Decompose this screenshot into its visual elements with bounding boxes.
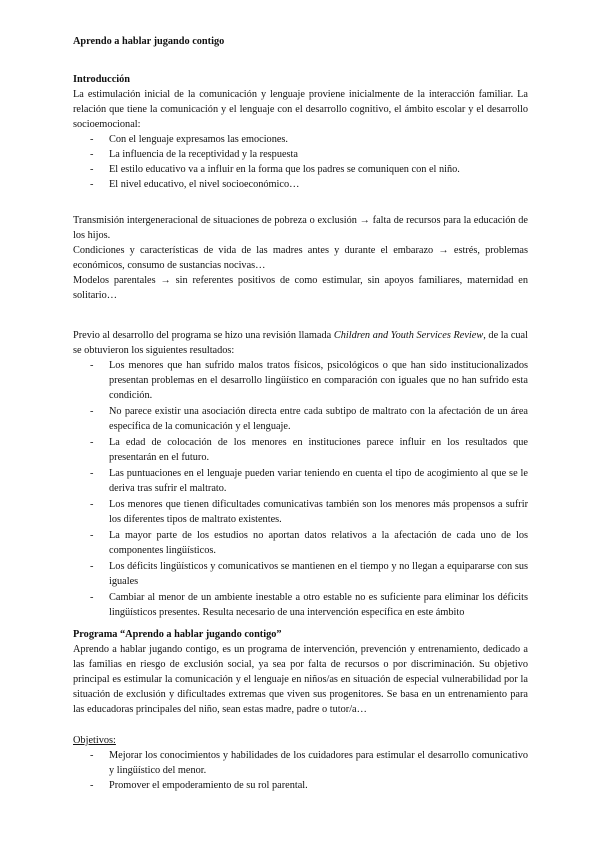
list-item: - La influencia de la receptividad y la respuesta xyxy=(90,149,298,160)
cause-line-condiciones: Condiciones y características de vida de las madres antes y durante el embarazo → estrés, problemas económicos, consumo de sustancias nocivas… xyxy=(73,245,528,271)
bullet-dash: - xyxy=(90,437,94,448)
objetivos-list xyxy=(73,748,528,793)
bullet-dash: - xyxy=(90,499,94,510)
section-heading-programa: Programa “Aprendo a hablar jugando contigo” xyxy=(73,629,282,640)
bullet-dash: - xyxy=(90,468,94,479)
list-item: - Los menores que tienen dificultades comunicativas también son los menores más propensos a sufrir los diferentes tipos de maltrato existentes. xyxy=(90,499,528,525)
results-list xyxy=(73,358,528,620)
journal-name: Children and Youth Services Review xyxy=(333,330,484,341)
document-content xyxy=(73,34,528,793)
bullet-dash: - xyxy=(90,360,94,371)
bullet-dash: - xyxy=(90,750,94,761)
bullet-dash: - xyxy=(90,179,94,190)
objetivos-heading: Objetivos: xyxy=(73,735,116,746)
list-item: - No parece existir una asociación directa entre cada subtipo de maltrato con la afectación de un área específica de la comunicación y el lenguaje. xyxy=(90,406,528,432)
list-item: - El nivel educativo, el nivel socioeconómico… xyxy=(90,179,300,190)
bullet-dash: - xyxy=(90,780,94,791)
list-item: - Cambiar al menor de un ambiente inestable a otro estable no es suficiente para eliminar los déficits lingüísticos presentes. Resulta necesario de una intervención específica en este ámbito xyxy=(90,592,528,618)
list-item: - El estilo educativo va a influir en la forma que los padres se comuniquen con el niño. xyxy=(90,164,460,175)
bullet-dash: - xyxy=(90,561,94,572)
bullet-dash: - xyxy=(90,530,94,541)
programa-paragraph: Aprendo a hablar jugando contigo, es un programa de intervención, prevención y entrenamiento, dedicado a las familias en riesgo de exclusión social, ya sea por falta de recursos o por discriminación. Su objetivo principal es estimular la comunicación y el lenguaje en niños/as en situación de especial vulnerabilidad por la situación de exclusión y dificultades extremas que viven sus progenitores. Se basa en un entrenamiento para las educadoras principales del niño, sean estas madre, padre o tutor/a… xyxy=(73,644,528,715)
previo-paragraph: Previo al desarrollo del programa se hizo una revisión llamada Children and Youth Services Review, de la cual se obtuvieron los siguientes resultados: xyxy=(73,330,528,356)
intro-paragraph: La estimulación inicial de la comunicación y lenguaje proviene inicialmente de la interacción familiar. La relación que tiene la comunicación y el lenguaje con el desarrollo cognitivo, el ámbito escolar y el desarrollo socioemocional: xyxy=(73,89,528,130)
cause-line-transmision: Transmisión intergeneracional de situaciones de pobreza o exclusión → falta de recursos para la educación de los hijos. xyxy=(73,215,528,241)
bullet-dash: - xyxy=(90,592,94,603)
list-item: - Mejorar los conocimientos y habilidades de los cuidadores para estimular el desarrollo comunicativo y lingüístico del menor. xyxy=(90,750,528,776)
intro-list xyxy=(73,132,528,192)
list-item: - Promover el empoderamiento de su rol parental. xyxy=(90,780,308,791)
list-item: - Los déficits lingüísticos y comunicativos se mantienen en el tiempo y no llegan a equipararse con sus iguales xyxy=(90,561,528,587)
bullet-dash: - xyxy=(90,164,94,175)
list-item: - Con el lenguaje expresamos las emociones. xyxy=(90,134,288,145)
bullet-dash: - xyxy=(90,149,94,160)
bullet-dash: - xyxy=(90,406,94,417)
bullet-dash: - xyxy=(90,134,94,145)
list-item: - Las puntuaciones en el lenguaje pueden variar teniendo en cuenta el tipo de acogimiento al que se le deriva tras sufrir el maltrato. xyxy=(90,468,528,494)
document-title: Aprendo a hablar jugando contigo xyxy=(73,36,225,47)
list-item: - Los menores que han sufrido malos tratos físicos, psicológicos o que han sido institucionalizados presentan problemas en el desarrollo lingüístico en comparación con iguales que no han sufrido esta condición. xyxy=(90,360,528,401)
list-item: - La mayor parte de los estudios no aportan datos relativos a la afectación de cada uno de los componentes lingüísticos. xyxy=(90,530,528,556)
section-heading-introduccion: Introducción xyxy=(73,74,131,85)
cause-line-modelos: Modelos parentales → sin referentes positivos de como estimular, sin apoyos familiares, maternidad en solitario… xyxy=(73,275,528,301)
list-item: - La edad de colocación de los menores en instituciones parece influir en los resultados que presentarán en el futuro. xyxy=(90,437,528,463)
